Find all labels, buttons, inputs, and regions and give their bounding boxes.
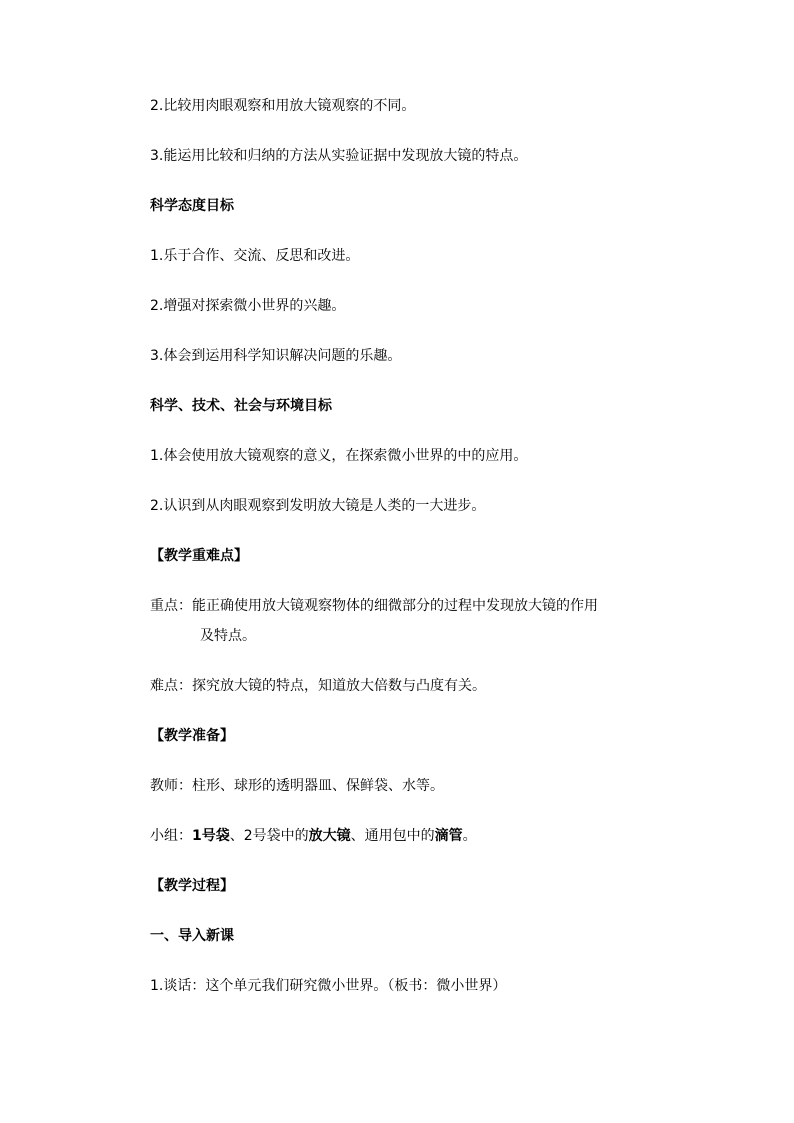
- difficulty-line: 难点：探究放大镜的特点，知道放大倍数与凸度有关。: [150, 678, 486, 694]
- stse-item-2: 2.认识到从肉眼观察到发明放大镜是人类的一大进步。: [150, 498, 486, 514]
- dropper-text: 滴管: [434, 828, 463, 844]
- section-1-heading: 一、导入新课: [150, 928, 234, 944]
- group-sep-1: 、2号袋中的: [229, 828, 309, 844]
- attitude-item-1: 1.乐于合作、交流、反思和改进。: [150, 248, 360, 264]
- process-skill-item-2: 2.比较用肉眼观察和用放大镜观察的不同。: [150, 98, 416, 114]
- group-label: 小组：: [150, 828, 192, 844]
- process-skill-item-3: 3.能运用比较和归纳的方法从实验证据中发现放大镜的特点。: [150, 148, 528, 164]
- group-sep-2: 、通用包中的: [350, 828, 435, 844]
- group-preparation: [150, 826, 477, 846]
- key-points-heading: 【教学重难点】: [150, 548, 248, 564]
- bag-1-text: 1号袋: [192, 828, 230, 844]
- preparation-heading: 【教学准备】: [150, 728, 234, 744]
- group-end: 。: [462, 828, 477, 844]
- focus-line-2: 及特点。: [200, 628, 256, 644]
- stse-heading: 科学、技术、社会与环境目标: [150, 398, 332, 414]
- attitude-heading: 科学态度目标: [150, 198, 234, 214]
- attitude-item-2: 2.增强对探索微小世界的兴趣。: [150, 298, 346, 314]
- teacher-preparation: 教师：柱形、球形的透明器皿、保鲜袋、水等。: [150, 778, 444, 794]
- process-heading: 【教学过程】: [150, 878, 234, 894]
- process-item-1: 1.谈话：这个单元我们研究微小世界。（板书：微小世界）: [150, 978, 507, 994]
- focus-line-1: 重点：能正确使用放大镜观察物体的细微部分的过程中发现放大镜的作用: [150, 598, 598, 614]
- attitude-item-3: 3.体会到运用科学知识解决问题的乐趣。: [150, 348, 402, 364]
- stse-item-1: 1.体会使用放大镜观察的意义，在探索微小世界的中的应用。: [150, 448, 528, 464]
- magnifier-text: 放大镜: [308, 828, 351, 844]
